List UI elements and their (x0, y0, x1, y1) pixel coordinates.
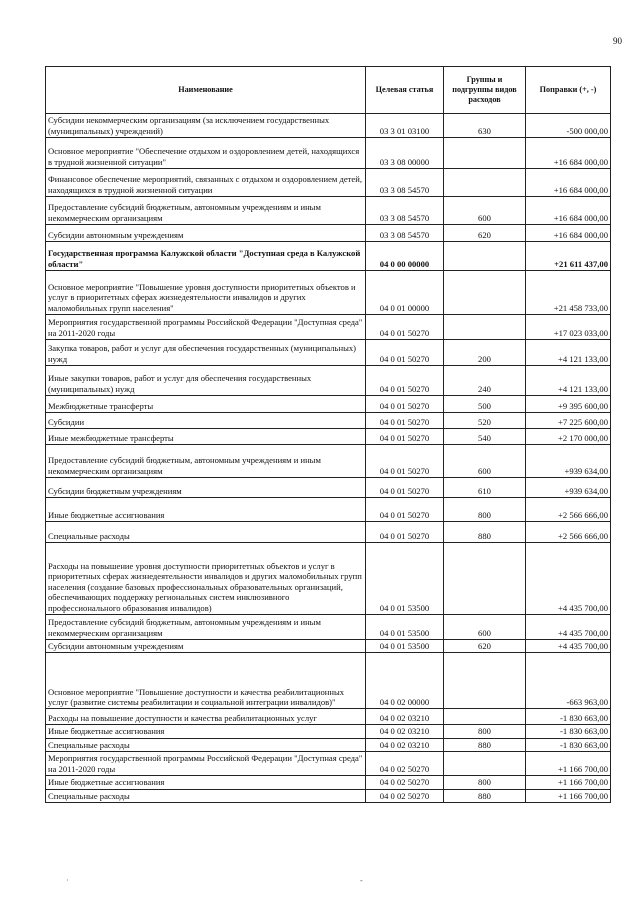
row-code: 04 0 02 50270 (366, 776, 444, 789)
row-name: Расходы на повышение уровня доступности приоритетных объектов и услуг в приоритетных сферах жизнедеятельности инвалидов и других маломобильных групп населения (создание базовых профессиональных образовательных организаций, обеспечивающих поддержку региональных систем инклюзивного профессионального образования инвалидов) (46, 543, 366, 615)
row-name: Закупка товаров, работ и услуг для обеспечения государственных (муниципальных) нужд (46, 340, 366, 366)
table-row (46, 271, 611, 315)
row-group: 800 (444, 725, 526, 738)
row-amount: +21 611 437,00 (526, 242, 611, 271)
row-group (444, 271, 526, 315)
table-row (46, 169, 611, 197)
table-row (46, 429, 611, 445)
row-amount: +16 684 000,00 (526, 197, 611, 225)
row-group (444, 709, 526, 725)
table-row (46, 776, 611, 789)
row-name: Мероприятия государственной программы Российской Федерации "Доступная среда" на 2011-2020 годы (46, 315, 366, 340)
row-amount: +1 166 700,00 (526, 752, 611, 776)
row-amount: +2 566 666,00 (526, 498, 611, 522)
row-amount: +1 166 700,00 (526, 776, 611, 789)
row-name: Основное мероприятие "Обеспечение отдыхом и оздоровлением детей, находящихся в трудной жизненной ситуации" (46, 138, 366, 169)
table-row (46, 340, 611, 366)
row-group: 800 (444, 776, 526, 789)
row-group: 500 (444, 396, 526, 413)
row-name: Предоставление субсидий бюджетным, автономным учреждениям и иным некоммерческим организациям (46, 445, 366, 478)
table-row (46, 752, 611, 776)
row-code: 04 0 01 53500 (366, 640, 444, 653)
row-name: Государственная программа Калужской области "Доступная среда в Калужской области" (46, 242, 366, 271)
row-code: 04 0 01 00000 (366, 271, 444, 315)
header-group: Группы и подгруппы видов расходов (444, 67, 526, 114)
row-amount: -1 830 663,00 (526, 738, 611, 751)
scan-mark: - (360, 876, 363, 885)
row-group: 880 (444, 522, 526, 543)
row-code: 04 0 02 03210 (366, 709, 444, 725)
row-code: 04 0 01 53500 (366, 615, 444, 640)
row-code: 03 3 01 03100 (366, 114, 444, 138)
header-code: Целевая статья (366, 67, 444, 114)
row-name: Расходы на повышение доступности и качества реабилитационных услуг (46, 709, 366, 725)
row-group: 800 (444, 498, 526, 522)
row-name: Финансовое обеспечение мероприятий, связанных с отдыхом и оздоровлением детей, находящихся в трудной жизненной ситуации (46, 169, 366, 197)
row-amount: +4 435 700,00 (526, 543, 611, 615)
row-amount: +16 684 000,00 (526, 169, 611, 197)
row-group (444, 752, 526, 776)
row-group: 880 (444, 738, 526, 751)
row-code: 04 0 01 50270 (366, 429, 444, 445)
row-amount: +7 225 600,00 (526, 413, 611, 429)
row-group (444, 543, 526, 615)
row-name: Специальные расходы (46, 738, 366, 751)
row-name: Субсидии автономным учреждениям (46, 225, 366, 242)
table-row (46, 225, 611, 242)
row-name: Субсидии (46, 413, 366, 429)
table-row (46, 653, 611, 709)
row-code: 04 0 02 50270 (366, 752, 444, 776)
row-group (444, 315, 526, 340)
row-code: 04 0 01 50270 (366, 522, 444, 543)
row-code: 04 0 01 53500 (366, 543, 444, 615)
row-name: Иные бюджетные ассигнования (46, 498, 366, 522)
table-row (46, 725, 611, 738)
row-amount: +2 566 666,00 (526, 522, 611, 543)
table-row (46, 738, 611, 751)
row-code: 03 3 08 00000 (366, 138, 444, 169)
row-amount: -500 000,00 (526, 114, 611, 138)
row-group: 200 (444, 340, 526, 366)
row-name: Мероприятия государственной программы Российской Федерации "Доступная среда" на 2011-2020 годы (46, 752, 366, 776)
row-code: 03 3 08 54570 (366, 197, 444, 225)
row-amount: +16 684 000,00 (526, 138, 611, 169)
row-group: 600 (444, 615, 526, 640)
row-amount: +17 023 033,00 (526, 315, 611, 340)
row-code: 04 0 02 00000 (366, 653, 444, 709)
row-name: Межбюджетные трансферты (46, 396, 366, 413)
page-number: 90 (613, 36, 622, 46)
row-amount: +9 395 600,00 (526, 396, 611, 413)
row-name: Специальные расходы (46, 789, 366, 802)
table-body (46, 114, 611, 803)
row-name: Специальные расходы (46, 522, 366, 543)
row-amount: -1 830 663,00 (526, 725, 611, 738)
header-name: Наименование (46, 67, 366, 114)
row-name: Основное мероприятие "Повышение уровня доступности приоритетных объектов и услуг в приоритетных сферах жизнедеятельности инвалидов и других маломобильных групп населения" (46, 271, 366, 315)
scan-mark: · (66, 876, 69, 885)
table-header-row (46, 67, 611, 114)
row-code: 04 0 01 50270 (366, 396, 444, 413)
table-row (46, 114, 611, 138)
row-code: 04 0 01 50270 (366, 478, 444, 498)
row-name: Предоставление субсидий бюджетным, автономным учреждениям и иным некоммерческим организациям (46, 197, 366, 225)
row-group (444, 138, 526, 169)
row-group (444, 242, 526, 271)
row-amount: +1 166 700,00 (526, 789, 611, 802)
table-row (46, 543, 611, 615)
row-code: 04 0 01 50270 (366, 445, 444, 478)
table-row (46, 315, 611, 340)
row-name: Иные межбюджетные трансферты (46, 429, 366, 445)
row-group: 600 (444, 445, 526, 478)
table-row (46, 498, 611, 522)
table-row (46, 478, 611, 498)
row-amount: +4 435 700,00 (526, 640, 611, 653)
table-row (46, 366, 611, 396)
row-group: 600 (444, 197, 526, 225)
row-amount: -663 963,00 (526, 653, 611, 709)
row-name: Основное мероприятие "Повышение доступности и качества реабилитационных услуг (развитие системы реабилитации и социальной интеграции инвалидов)" (46, 653, 366, 709)
row-name: Субсидии бюджетным учреждениям (46, 478, 366, 498)
row-group: 620 (444, 225, 526, 242)
table-row (46, 138, 611, 169)
table-row (46, 709, 611, 725)
row-group (444, 653, 526, 709)
row-name: Субсидии автономным учреждениям (46, 640, 366, 653)
row-code: 04 0 02 03210 (366, 738, 444, 751)
row-group: 630 (444, 114, 526, 138)
table-row (46, 789, 611, 802)
row-amount: +4 121 133,00 (526, 340, 611, 366)
table-row (46, 445, 611, 478)
row-name: Иные бюджетные ассигнования (46, 725, 366, 738)
row-code: 04 0 01 50270 (366, 498, 444, 522)
table-row (46, 522, 611, 543)
row-amount: -1 830 663,00 (526, 709, 611, 725)
table-row (46, 615, 611, 640)
row-code: 04 0 02 03210 (366, 725, 444, 738)
row-group: 610 (444, 478, 526, 498)
row-group: 880 (444, 789, 526, 802)
row-code: 04 0 02 50270 (366, 789, 444, 802)
row-amount: +939 634,00 (526, 478, 611, 498)
row-code: 04 0 01 50270 (366, 340, 444, 366)
row-group (444, 169, 526, 197)
row-code: 03 3 08 54570 (366, 169, 444, 197)
row-group: 540 (444, 429, 526, 445)
table-row (46, 413, 611, 429)
row-amount: +939 634,00 (526, 445, 611, 478)
row-name: Иные бюджетные ассигнования (46, 776, 366, 789)
row-code: 04 0 01 50270 (366, 413, 444, 429)
row-code: 03 3 08 54570 (366, 225, 444, 242)
table-row (46, 396, 611, 413)
row-code: 04 0 00 00000 (366, 242, 444, 271)
table-row (46, 640, 611, 653)
row-name: Субсидии некоммерческим организациям (за исключением государственных (муниципальных) учреждений) (46, 114, 366, 138)
row-name: Предоставление субсидий бюджетным, автономным учреждениям и иным некоммерческим организациям (46, 615, 366, 640)
header-amount: Поправки (+, -) (526, 67, 611, 114)
row-amount: +4 435 700,00 (526, 615, 611, 640)
row-amount: +16 684 000,00 (526, 225, 611, 242)
row-amount: +21 458 733,00 (526, 271, 611, 315)
row-group: 240 (444, 366, 526, 396)
row-group: 520 (444, 413, 526, 429)
table-row (46, 242, 611, 271)
row-group: 620 (444, 640, 526, 653)
row-amount: +4 121 133,00 (526, 366, 611, 396)
row-name: Иные закупки товаров, работ и услуг для обеспечения государственных (муниципальных) нужд (46, 366, 366, 396)
row-amount: +2 170 000,00 (526, 429, 611, 445)
row-code: 04 0 01 50270 (366, 315, 444, 340)
row-code: 04 0 01 50270 (366, 366, 444, 396)
table-row (46, 197, 611, 225)
budget-amendments-table (45, 66, 611, 803)
